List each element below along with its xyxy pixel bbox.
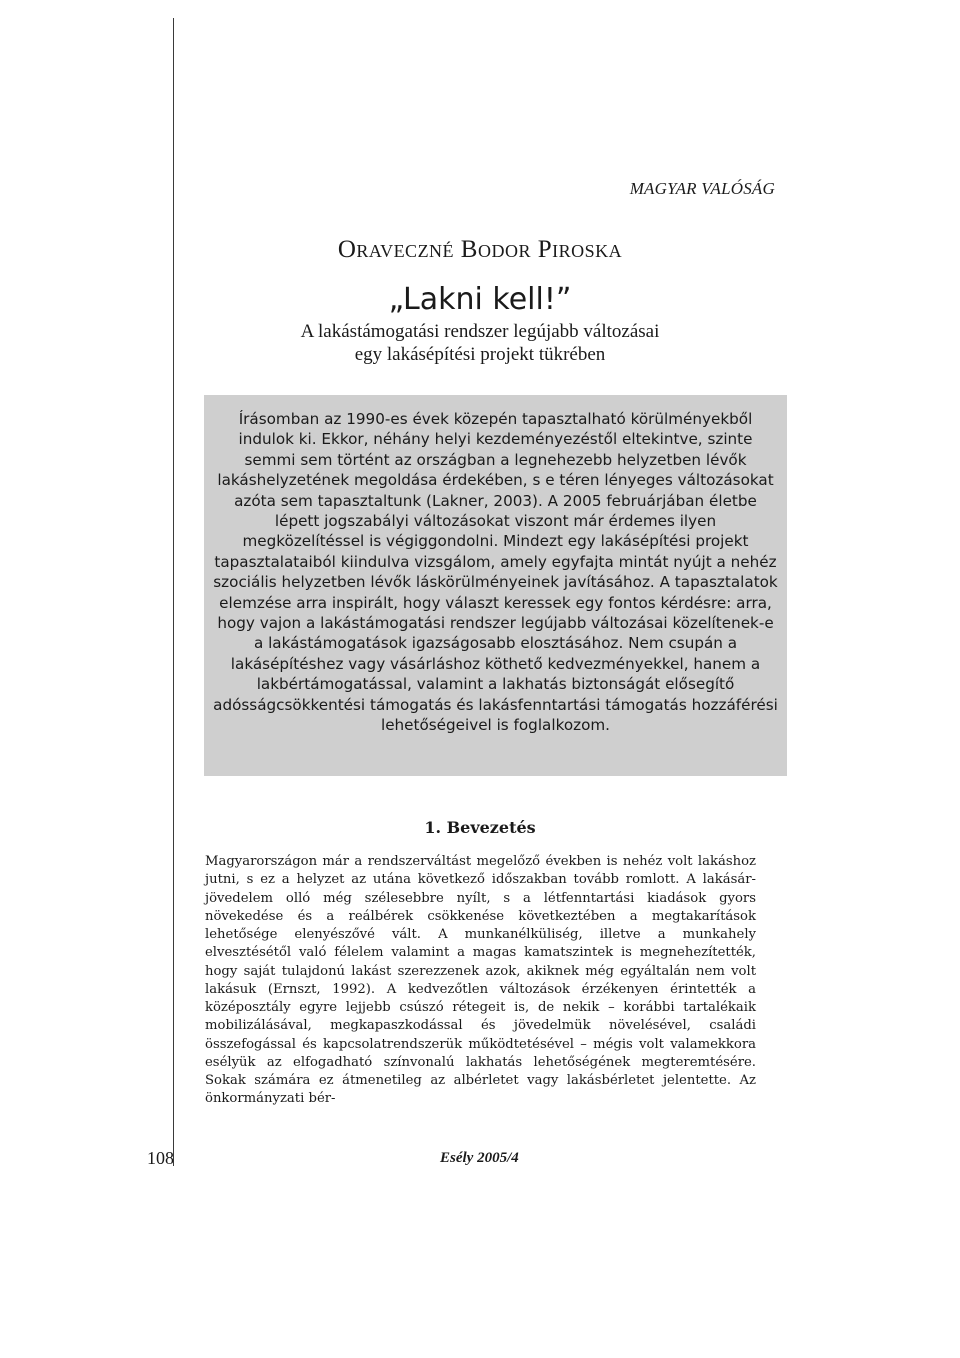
section-heading: 1. Bevezetés (424, 818, 536, 837)
body-paragraph: Magyarországon már a rendszerváltást megelőző években is nehéz volt lakáshoz jutni, s ez a helyzet az utána következő időszakban tovább romlott. A lakásár-jövedelem olló még szélesebbre nyílt, s a létfenntartási kiadások gyors növekedése és a reálbérek csökkenése következtében a megtakarítások lehetősége elenyészővé vált. A munkanélküliség, illetve a munkahely elvesztésétől való félelem valamint a magas kamatszintek is megnehezítették, hogy saját tulajdonú lakást szerezzenek azok, akiknek még egyáltalán nem volt lakásuk (Ernszt, 1992). A kedvezőtlen változások érzékenyen érintették a középosztály egyre lejjebb csúszó rétegeit is, de nekik – korábbi tartalékaik mobilizálásával, megkapaszkodással és jövedelmük növelésével, családi összefogással és kapcsolatrendszerük működtetésével – mégis volt valamekkora esélyük az elfogadható színvonalú lakhatás lehetőségének megteremtésére. Sokak számára ez átmenetileg az albérletet vagy lakásbérletet jelentette. Az önkormányzati bér- (205, 854, 756, 1107)
abstract-text: Írásomban az 1990-es évek közepén tapasztalható körülményekből indulok ki. Ekkor, néhány helyi kezdeményezéstől eltekintve, szinte semmi sem történt az országban a legnehezebb helyzetben lévők lakáshelyzetének megoldása érdekében, s e téren lényeges változásokat azóta sem tapasztaltunk (Lakner, 2003). A 2005 februárjában életbe lépett jogszabályi változásokat viszont már érdemes ilyen megközelítéssel is végiggondolni. Mindezt egy lakásépítési projekt tapasztalataiból kiindulva vizsgálom, amely egyfajta mintát nyújt a nehéz szociális helyzetben lévők láskörülményeinek javításához. A tapasztalatok elemzése arra inspirált, hogy választ keressek egy fontos kérdésre: arra, hogy vajon a lakástámogatási rendszer legújabb változásai közelítenek-e a lakástámogatások igazságosabb elosztásához. Nem csupán a lakásépítéshez vagy vásárláshoz köthető kedvezményekkel, hanem a lakbértámogatással, valamint a lakhatás biztonságát elősegítő adósságcsökkentési támogatás és lakásfenntartási támogatás hozzáférési lehetőségeivel is foglalkozom. (213, 410, 778, 735)
section-label: MAGYAR VALÓSÁG (629, 179, 775, 198)
journal-name: Esély 2005/4 (440, 1150, 519, 1166)
margin-rule (173, 18, 174, 1166)
abstract-box (204, 395, 787, 776)
article-title: „Lakni kell!” (388, 282, 572, 317)
subtitle-line-2: egy lakásépítési projekt tükrében (354, 344, 606, 365)
article-subtitle (175, 320, 785, 366)
page-number: 108 (147, 1148, 174, 1168)
author-name: Oraveczné Bodor Piroska (337, 236, 623, 263)
subtitle-line-1: A lakástámogatási rendszer legújabb változásai (300, 321, 660, 342)
